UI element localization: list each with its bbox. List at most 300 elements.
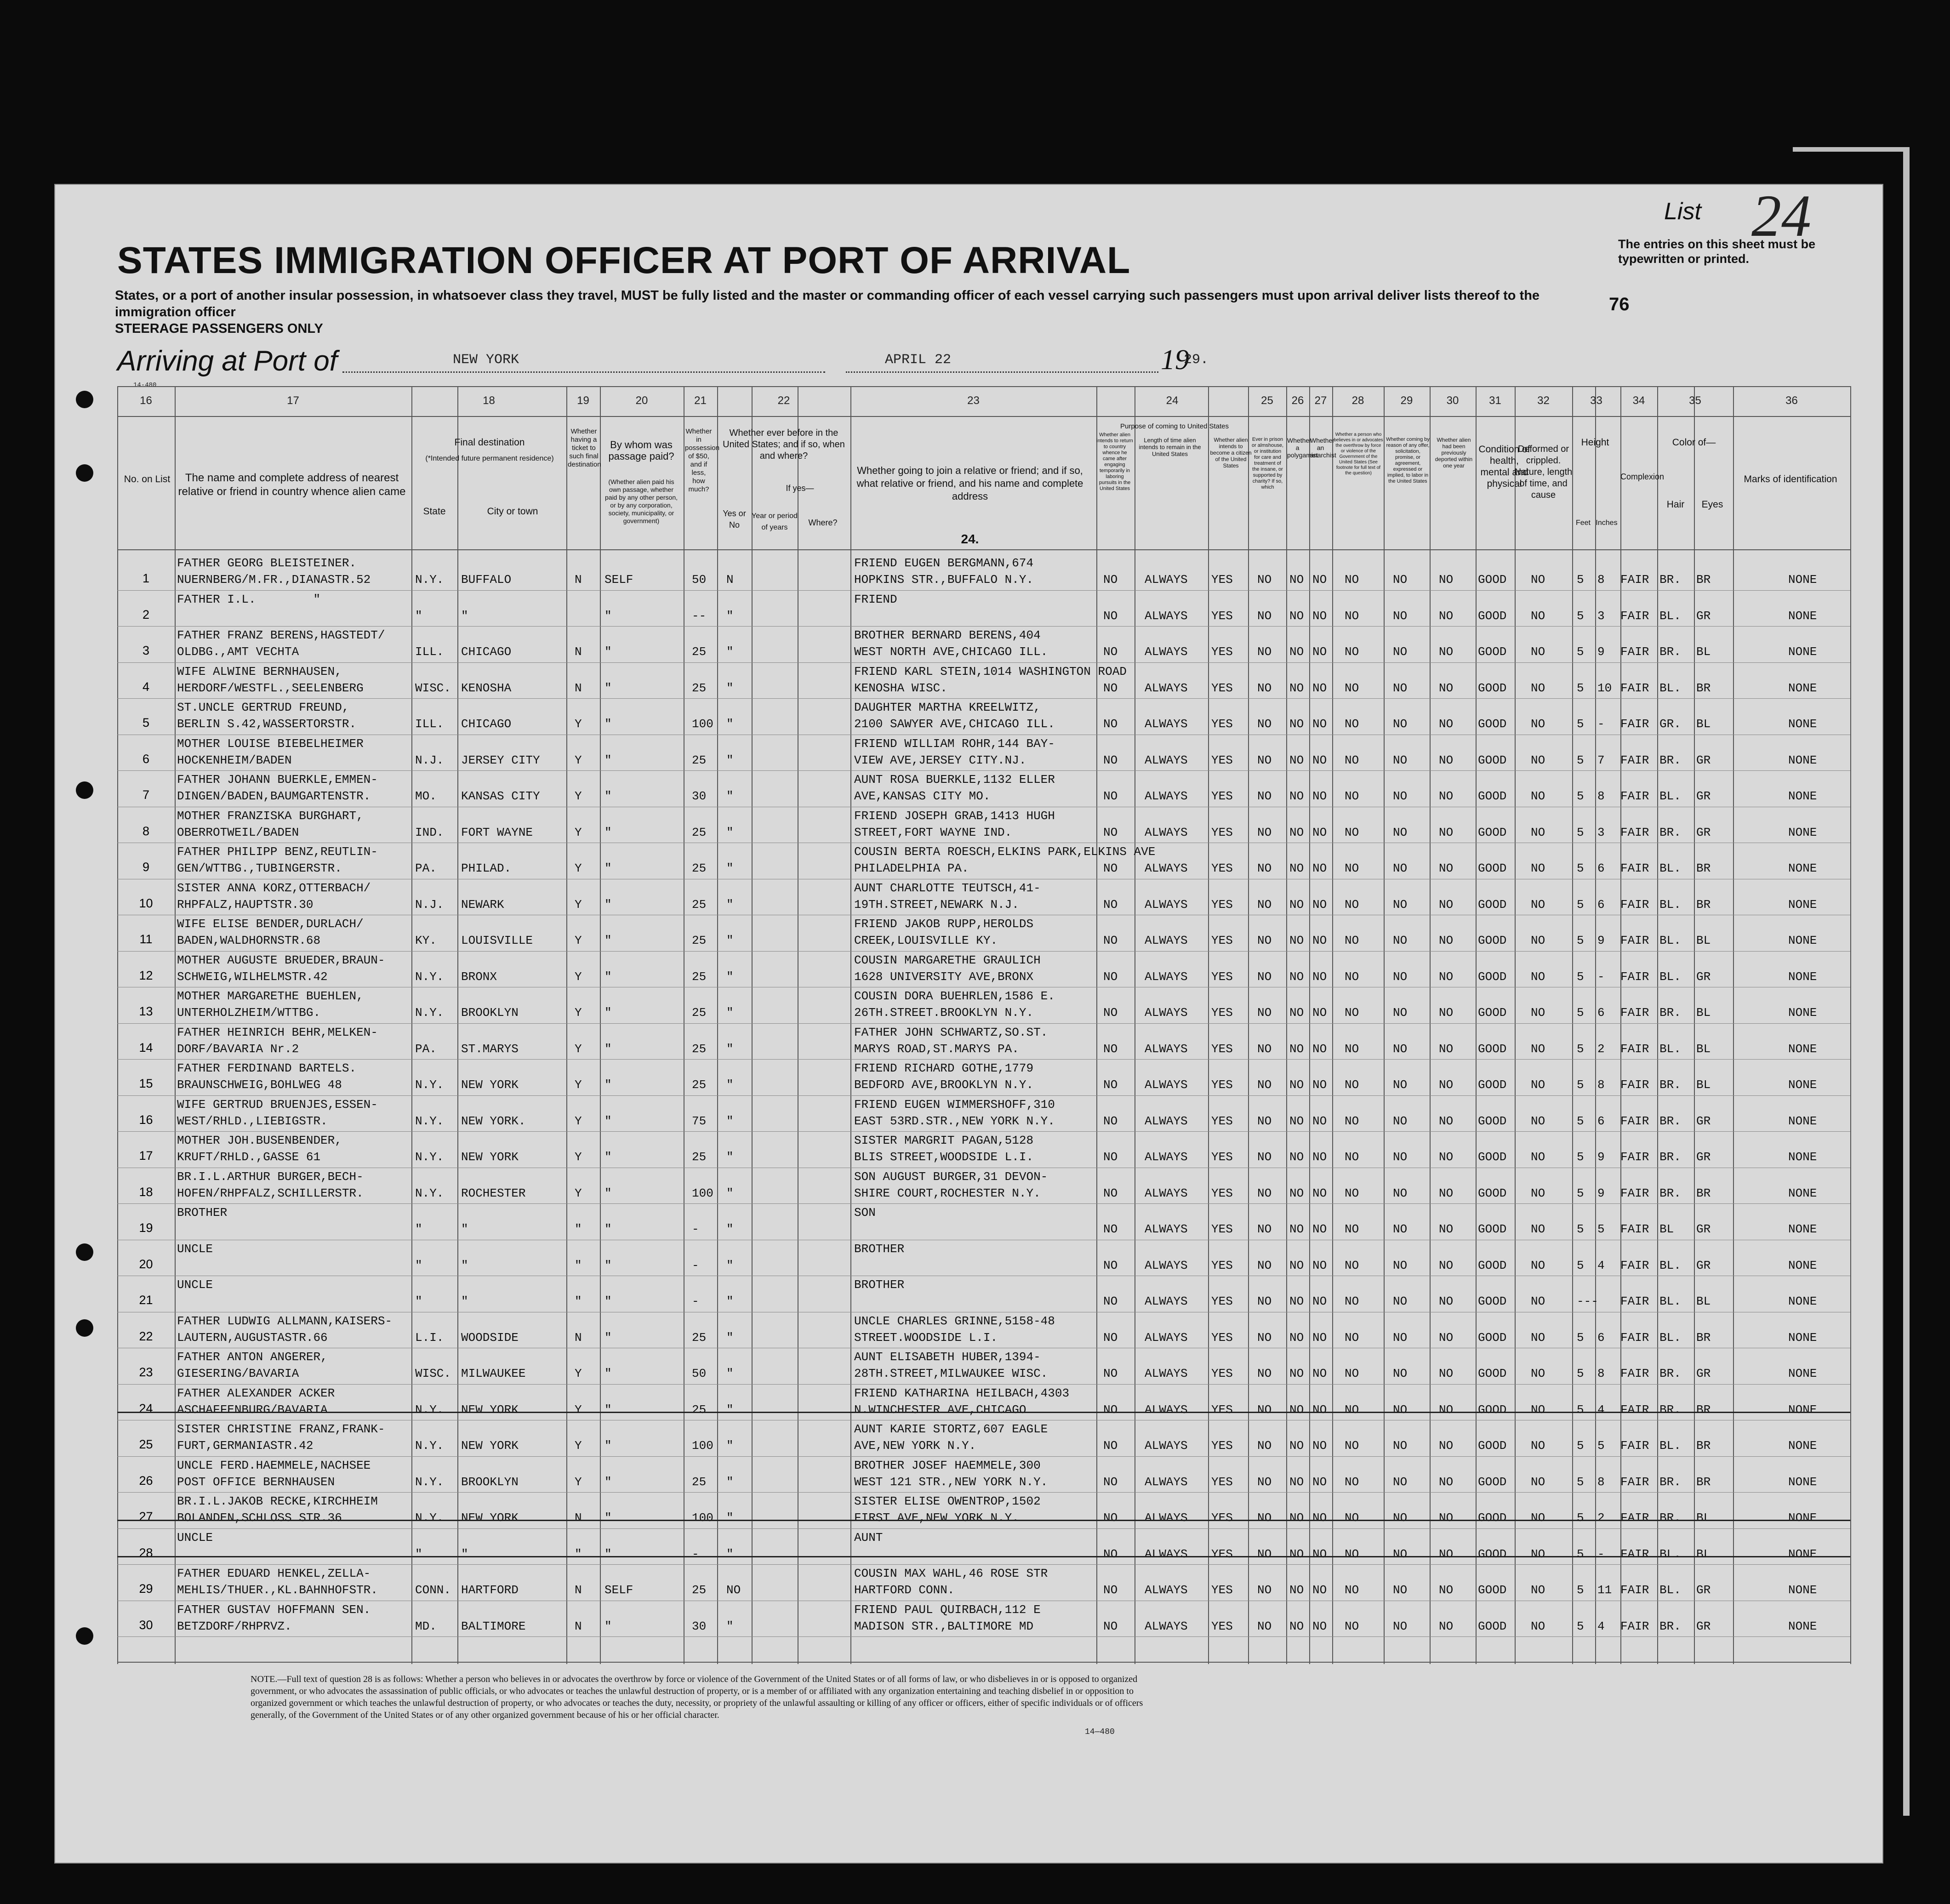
cell-inches: 8 [1597,1475,1605,1489]
cell-state: " [415,609,422,623]
cell-ret: NO [1103,789,1118,803]
cell-money: 25 [692,645,707,659]
stamp-number: 76 [1609,294,1630,314]
cell-c26: NO [1289,645,1304,659]
cell-hair: BR. [1659,1150,1681,1164]
cell-money: 25 [692,897,707,912]
cell-join1: AUNT ROSA BUERKLE,1132 ELLER [854,773,1055,787]
cell-cit: YES [1211,1078,1233,1092]
cell-marks: NONE [1788,717,1817,731]
cell-state: " [415,1547,422,1561]
strike-line [117,1520,1850,1521]
cell-marks: NONE [1788,609,1817,623]
cell-join1: BROTHER JOSEF HAEMMELE,300 [854,1458,1041,1472]
column-number: 16 [140,394,152,407]
binder-hole [76,1627,93,1645]
cell-inches: 6 [1597,1330,1605,1345]
cell-eyes: BR [1696,1402,1711,1417]
cell-ticket: N [575,573,582,587]
cell-paid: " [604,1439,612,1453]
cell-rel2: MEHLIS/THUER.,KL.BAHNHOFSTR. [177,1583,378,1597]
cell-c26: NO [1289,861,1304,875]
cell-deformed: NO [1531,681,1545,695]
cell-c28: NO [1345,1367,1359,1380]
cell-before: " [726,1222,734,1236]
cell-health: GOOD [1478,1258,1507,1272]
cell-join2: AVE,NEW YORK N.Y. [854,1439,976,1453]
cell-health: GOOD [1478,1583,1507,1597]
cell-inches: 10 [1597,681,1612,695]
cell-state: N.Y. [415,1475,444,1489]
cell-money: 100 [692,1439,713,1453]
cell-c28: NO [1345,1186,1359,1200]
cell-c28: NO [1345,1114,1359,1128]
cell-state: N.Y. [415,1078,444,1092]
table-row [117,1203,1850,1239]
cell-marks: NONE [1788,1439,1817,1453]
cell-ticket: N [575,1619,582,1633]
cell-c27: NO [1312,1402,1327,1417]
table-row [117,626,1850,662]
cell-before: NO [726,1583,741,1597]
cell-deformed: NO [1531,1511,1545,1525]
cell-c30: NO [1439,1619,1454,1633]
cell-feet: 5 [1577,1258,1584,1272]
col-header-no: No. on List [124,474,171,485]
cell-eyes: BL [1696,934,1711,947]
cell-join1: AUNT CHARLOTTE TEUTSCH,41- [854,881,1041,895]
cell-health: GOOD [1478,1150,1507,1164]
cell-c28: NO [1345,934,1359,947]
cell-c27: NO [1312,609,1327,623]
cell-comp: FAIR [1620,1583,1649,1597]
cell-hair: BR. [1659,1186,1681,1200]
cell-health: GOOD [1478,609,1507,623]
cell-join2: KENOSHA WISC. [854,681,947,695]
cell-rel2: BRAUNSCHWEIG,BOHLWEG 48 [177,1078,342,1092]
cell-rel1: FATHER I.L. " [177,592,321,606]
cell-ret: NO [1103,609,1118,623]
cell-len: ALWAYS [1145,1150,1188,1164]
cell-join1: BROTHER [854,1278,905,1292]
cell-inches: 8 [1597,573,1605,587]
cell-join1: FRIEND [854,592,897,606]
table-row [117,1456,1850,1492]
cell-c26: NO [1289,1222,1304,1236]
cell-c27: NO [1312,1367,1327,1380]
cell-cit: YES [1211,1475,1233,1489]
cell-ticket: Y [575,1150,582,1164]
cell-hair: BR. [1659,1078,1681,1092]
cell-city: CHICAGO [461,645,512,659]
col-header-health: Condition of health, mental and physical [1478,444,1530,489]
cell-inches: 3 [1597,825,1605,839]
cell-money: 50 [692,1367,707,1380]
cell-paid: " [604,897,612,912]
cell-rel1: FATHER ANTON ANGERER, [177,1350,328,1364]
cell-c29: NO [1393,1583,1408,1597]
typewritten-note: The entries on this sheet must be typewritten or printed. [1618,237,1816,266]
column-number: 36 [1785,394,1798,407]
cell-inches: 4 [1597,1619,1605,1633]
cell-c29: NO [1393,969,1408,984]
cell-rel2: FURT,GERMANIASTR.42 [177,1439,314,1453]
cell-paid: " [604,1078,612,1092]
cell-join1: FRIEND KATHARINA HEILBACH,4303 [854,1386,1070,1400]
cell-c25: NO [1257,1222,1272,1236]
cell-state: " [415,1258,422,1272]
cell-health: GOOD [1478,645,1507,659]
cell-feet: 5 [1577,573,1584,587]
cell-money: 25 [692,1006,707,1020]
cell-comp: FAIR [1620,1114,1649,1128]
cell-rel2: OLDBG.,AMT VECHTA [177,645,299,659]
cell-paid: " [604,1475,612,1489]
table-row [117,1168,1850,1203]
cell-money: - [692,1547,699,1561]
cell-len: ALWAYS [1145,717,1188,731]
col-header-ticket: Whether having a ticket to such final destination [568,428,601,468]
cell-c25: NO [1257,681,1272,695]
cell-join2: SHIRE COURT,ROCHESTER N.Y. [854,1186,1041,1200]
cell-eyes: BR [1696,1439,1711,1453]
cell-c29: NO [1393,1367,1408,1380]
cell-city: WOODSIDE [461,1330,519,1345]
cell-ticket: Y [575,717,582,731]
cell-money: 25 [692,1583,707,1597]
cell-c28: NO [1345,897,1359,912]
cell-inches: 9 [1597,934,1605,947]
cell-before: " [726,609,734,623]
cell-money: 30 [692,789,707,803]
cell-cit: YES [1211,1439,1233,1453]
cell-c27: NO [1312,789,1327,803]
cell-join1: SISTER ELISE OWENTROP,1502 [854,1494,1041,1508]
cell-c27: NO [1312,1294,1327,1308]
list-label: List [1664,198,1701,225]
cell-rel2: NUERNBERG/M.FR.,DIANASTR.52 [177,573,371,587]
cell-rel2: DORF/BAVARIA Nr.2 [177,1042,299,1056]
col-header-before: Whether ever before in the United States; and if so, when and where? [723,428,845,461]
cell-c26: NO [1289,573,1304,587]
cell-money: 25 [692,681,707,695]
cell-ret: NO [1103,861,1118,875]
cell-health: GOOD [1478,1006,1507,1020]
cell-c25: NO [1257,573,1272,587]
cell-cit: YES [1211,1402,1233,1417]
row-number: 30 [139,1618,153,1632]
cell-hair: BL. [1659,1439,1681,1453]
cell-feet: 5 [1577,753,1584,767]
cell-rel1: UNCLE [177,1242,213,1256]
cell-c30: NO [1439,1511,1454,1525]
cell-deformed: NO [1531,645,1545,659]
cell-ret: NO [1103,1222,1118,1236]
cell-city: " [461,1547,468,1561]
cell-c28: NO [1345,573,1359,587]
cell-c30: NO [1439,825,1454,839]
cell-cit: YES [1211,1114,1233,1128]
row-number: 24 [139,1401,153,1415]
cell-money: 25 [692,969,707,984]
cell-paid: " [604,1006,612,1020]
cell-health: GOOD [1478,1078,1507,1092]
cell-c26: NO [1289,1367,1304,1380]
table-row [117,807,1850,843]
cell-before: N [726,573,734,587]
binder-hole [76,464,93,482]
col-header-purpose: Purpose of coming to United States [1120,422,1229,430]
cell-hair: BL. [1659,897,1681,912]
cell-hair: BR. [1659,753,1681,767]
cell-c26: NO [1289,609,1304,623]
cell-c29: NO [1393,934,1408,947]
cell-comp: FAIR [1620,934,1649,947]
cell-deformed: NO [1531,1078,1545,1092]
table-row [117,987,1850,1023]
cell-c28: NO [1345,1330,1359,1345]
cell-eyes: GR [1696,1258,1711,1272]
cell-eyes: BL [1696,1547,1711,1561]
cell-inches: 4 [1597,1258,1605,1272]
cell-c29: NO [1393,1222,1408,1236]
cell-paid: " [604,934,612,947]
cell-c28: NO [1345,969,1359,984]
cell-c28: NO [1345,861,1359,875]
cell-cit: YES [1211,753,1233,767]
cell-ret: NO [1103,1294,1118,1308]
row-number: 7 [142,788,150,802]
cell-marks: NONE [1788,681,1817,695]
cell-comp: FAIR [1620,1186,1649,1200]
cell-city: ROCHESTER [461,1186,526,1200]
cell-len: ALWAYS [1145,1547,1188,1561]
cell-c29: NO [1393,897,1408,912]
cell-rel2: WEST/RHLD.,LIEBIGSTR. [177,1114,328,1128]
cell-city: NEW YORK. [461,1114,526,1128]
cell-before: " [726,1402,734,1417]
cell-inches: 5 [1597,1439,1605,1453]
cell-hair: BR. [1659,1402,1681,1417]
cell-rel2: RHPFALZ,HAUPTSTR.30 [177,897,314,912]
cell-money: -- [692,609,707,623]
cell-inches: 3 [1597,609,1605,623]
cell-marks: NONE [1788,1258,1817,1272]
cell-feet: 5 [1577,861,1584,875]
cell-c25: NO [1257,1258,1272,1272]
cell-inches: 2 [1597,1042,1605,1056]
cell-inches: 9 [1597,1186,1605,1200]
cell-ticket: Y [575,969,582,984]
cell-state: N.Y. [415,1511,444,1525]
cell-join2: N.WINCHESTER AVE,CHICAGO [854,1402,1026,1417]
cell-comp: FAIR [1620,969,1649,984]
cell-deformed: NO [1531,934,1545,947]
strike-line [117,1412,1850,1413]
cell-before: " [726,1511,734,1525]
cell-c26: NO [1289,1475,1304,1489]
col-header-deported: Whether alien had been previously deported within one year [1435,437,1473,469]
cell-len: ALWAYS [1145,573,1188,587]
cell-rel1: FATHER EDUARD HENKEL,ZELLA- [177,1567,371,1580]
cell-state: CONN. [415,1583,451,1597]
cell-c25: NO [1257,1619,1272,1633]
cell-ticket: Y [575,1114,582,1128]
cell-inches: 8 [1597,1367,1605,1380]
col-header-length: Length of time alien intends to remain in the United States [1139,437,1201,457]
table-row [117,735,1850,770]
cell-deformed: NO [1531,1006,1545,1020]
col-header-passage: By whom was passage paid? [608,439,674,462]
cell-len: ALWAYS [1145,1078,1188,1092]
cell-c25: NO [1257,1078,1272,1092]
column-number: 23 [967,394,980,407]
cell-hair: BL. [1659,1258,1681,1272]
cell-paid: SELF [604,573,633,587]
cell-ticket: " [575,1294,582,1308]
cell-before: " [726,1114,734,1128]
list-number: 24 [1751,183,1811,249]
cell-comp: FAIR [1620,897,1649,912]
cell-state: N.J. [415,753,444,767]
col-header-relative: The name and complete address of nearest relative or friend in country whence alien came [178,472,406,498]
cell-c29: NO [1393,753,1408,767]
cell-c28: NO [1345,1294,1359,1308]
cell-eyes: GR [1696,609,1711,623]
cell-hair: BR. [1659,1475,1681,1489]
cell-comp: FAIR [1620,1222,1649,1236]
cell-c28: NO [1345,1258,1359,1272]
cell-c26: NO [1289,1294,1304,1308]
cell-comp: FAIR [1620,1078,1649,1092]
cell-deformed: NO [1531,1547,1545,1561]
cell-len: ALWAYS [1145,1583,1188,1597]
cell-cit: YES [1211,1258,1233,1272]
cell-len: ALWAYS [1145,753,1188,767]
cell-c28: NO [1345,609,1359,623]
col-header-return: Whether alien intends to return to country whence he came after engaging temporarily in laboring pursuits in the United States [1096,432,1133,491]
cell-hair: BL. [1659,681,1681,695]
col-header-overthrow: Whether a person who believes in or advocates the overthrow by force or violence of the Government of the United States (See footnote for full text of the question) [1334,432,1383,476]
cell-ret: NO [1103,1114,1118,1128]
cell-comp: FAIR [1620,1150,1649,1164]
cell-marks: NONE [1788,969,1817,984]
cell-join2: MARYS ROAD,ST.MARYS PA. [854,1042,1019,1056]
cell-city: NEW YORK [461,1402,519,1417]
cell-state: " [415,1222,422,1236]
cell-eyes: BL [1696,1511,1711,1525]
cell-hair: BR. [1659,1511,1681,1525]
cell-c25: NO [1257,717,1272,731]
cell-comp: FAIR [1620,1547,1649,1561]
cell-deformed: NO [1531,1042,1545,1056]
cell-c28: NO [1345,1078,1359,1092]
cell-eyes: GR [1696,1150,1711,1164]
cell-eyes: BL [1696,717,1711,731]
cell-deformed: NO [1531,1222,1545,1236]
cell-eyes: BR [1696,1475,1711,1489]
cell-join1: COUSIN DORA BUEHRLEN,1586 E. [854,989,1055,1003]
cell-c27: NO [1312,1583,1327,1597]
cell-marks: NONE [1788,1078,1817,1092]
col-header-color: Color of— [1672,437,1716,448]
cell-c30: NO [1439,897,1454,912]
cell-c27: NO [1312,1222,1327,1236]
cell-join1: FRIEND JOSEPH GRAB,1413 HUGH [854,809,1055,823]
cell-join1: FRIEND PAUL QUIRBACH,112 E [854,1602,1041,1617]
cell-money: 25 [692,1150,707,1164]
row-number: 3 [142,644,150,657]
cell-inches: 6 [1597,1114,1605,1128]
cell-rel2: HERDORF/WESTFL.,SEELENBERG [177,681,364,695]
cell-len: ALWAYS [1145,681,1188,695]
cell-rel1: MOTHER JOH.BUSENBENDER, [177,1134,342,1147]
cell-join2: WEST NORTH AVE,CHICAGO ILL. [854,645,1048,659]
cell-money: 25 [692,1330,707,1345]
cell-len: ALWAYS [1145,1222,1188,1236]
cell-ticket: Y [575,897,582,912]
col-header-destination: Final destination [454,437,525,448]
cell-len: ALWAYS [1145,645,1188,659]
column-number: 32 [1537,394,1550,407]
cell-c27: NO [1312,1078,1327,1092]
cell-inches: 9 [1597,645,1605,659]
cell-hair: BL. [1659,1330,1681,1345]
cell-city: KENOSHA [461,681,512,695]
cell-c29: NO [1393,1186,1408,1200]
cell-deformed: NO [1531,1114,1545,1128]
col-header-before-year: Year or period of years [752,512,798,531]
cell-comp: FAIR [1620,1439,1649,1453]
cell-c29: NO [1393,1547,1408,1561]
cell-money: 25 [692,861,707,875]
cell-join2: VIEW AVE,JERSEY CITY.NJ. [854,753,1026,767]
cell-c26: NO [1289,1402,1304,1417]
cell-paid: SELF [604,1583,633,1597]
cell-c25: NO [1257,1439,1272,1453]
cell-c30: NO [1439,681,1454,695]
cell-health: GOOD [1478,573,1507,587]
cell-feet: 5 [1577,1114,1584,1128]
cell-before: " [726,1078,734,1092]
cell-len: ALWAYS [1145,825,1188,839]
cell-feet: 5 [1577,789,1584,803]
arriving-label: Arriving at Port of [117,345,337,377]
cell-feet: 5 [1577,1186,1584,1200]
cell-before: " [726,1258,734,1272]
cell-c28: NO [1345,1547,1359,1561]
cell-len: ALWAYS [1145,1511,1188,1525]
cell-deformed: NO [1531,789,1545,803]
col-header-money: Whether in possession of $50, and if less, how much? [685,428,720,493]
cell-c26: NO [1289,789,1304,803]
cell-c28: NO [1345,1042,1359,1056]
cell-state: KY. [415,934,437,947]
table-row [117,1348,1850,1384]
date-value: APRIL 22 [885,352,952,368]
cell-comp: FAIR [1620,645,1649,659]
cell-rel2: UNTERHOLZHEIM/WTTBG. [177,1006,321,1020]
cell-c25: NO [1257,934,1272,947]
cell-rel1: WIFE GERTRUD BRUENJES,ESSEN- [177,1097,378,1112]
cell-ticket: N [575,681,582,695]
cell-c26: NO [1289,1078,1304,1092]
cell-c29: NO [1393,1042,1408,1056]
cell-ticket: Y [575,1078,582,1092]
cell-c29: NO [1393,1006,1408,1020]
row-number: 8 [142,824,150,838]
cell-paid: " [604,1114,612,1128]
